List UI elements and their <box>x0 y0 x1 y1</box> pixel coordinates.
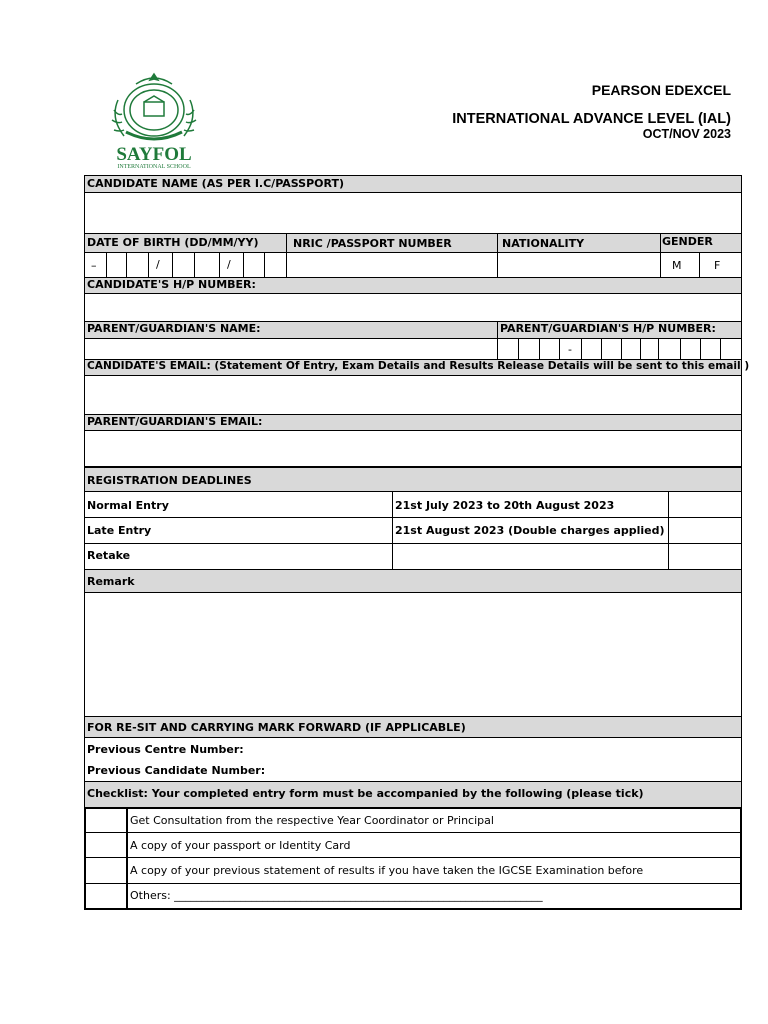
candidate-email-label: CANDIDATE'S EMAIL: (Statement Of Entry, Exam Details and Results Release Details will be sent to this email ) <box>87 360 750 372</box>
nric-label: NRIC /PASSPORT NUMBER <box>293 237 452 250</box>
checklist-item: A copy of your previous statement of results if you have taken the IGCSE Examination before <box>130 864 644 877</box>
deadlines-header: REGISTRATION DEADLINES <box>87 474 252 487</box>
school-logo <box>100 70 208 170</box>
parent-name-label: PARENT/GUARDIAN'S NAME: <box>87 322 261 335</box>
deadline-type: Late Entry <box>87 524 152 537</box>
dob-slash-2: / <box>227 258 231 271</box>
prev-centre-label[interactable]: Previous Centre Number: <box>87 743 244 756</box>
dob-label: DATE OF BIRTH (DD/MM/YY) <box>87 236 259 249</box>
gender-label: GENDER <box>662 235 713 248</box>
checklist-item: A copy of your passport or Identity Card <box>130 839 351 852</box>
checklist-checkbox[interactable] <box>86 885 126 908</box>
checklist-header: Checklist: Your completed entry form must be accompanied by the following (please tick) <box>87 787 644 800</box>
candidate-name-field[interactable] <box>84 192 742 234</box>
exam-board: PEARSON EDEXCEL <box>591 82 731 98</box>
dob-slash-1: / <box>156 258 160 271</box>
nationality-label: NATIONALITY <box>502 237 585 250</box>
gender-f-option[interactable]: F <box>714 259 721 272</box>
remark-label: Remark <box>87 575 135 588</box>
logo-name: SAYFOL <box>116 144 192 165</box>
parent-email-field[interactable] <box>84 430 742 467</box>
remark-field[interactable] <box>84 592 742 717</box>
prev-candidate-label[interactable]: Previous Candidate Number: <box>87 764 266 777</box>
candidate-name-label: CANDIDATE NAME (AS PER I.C/PASSPORT) <box>87 177 345 190</box>
deadline-type: Retake <box>87 549 131 562</box>
checklist-item-others[interactable]: Others: ___________________________________________________________________ <box>130 889 543 902</box>
checklist-checkbox[interactable] <box>86 809 126 832</box>
qualification-title: INTERNATIONAL ADVANCE LEVEL (IAL) <box>452 111 731 127</box>
parent-row <box>84 338 742 360</box>
candidate-hp-field[interactable] <box>84 293 742 322</box>
parent-email-label: PARENT/GUARDIAN'S EMAIL: <box>87 415 263 428</box>
checklist-checkbox[interactable] <box>86 834 126 857</box>
gender-m-option[interactable]: M <box>672 259 682 272</box>
dob-dash: – <box>91 259 97 272</box>
checklist-checkbox[interactable] <box>86 859 126 882</box>
resit-header: FOR RE-SIT AND CARRYING MARK FORWARD (IF APPLICABLE) <box>87 721 466 734</box>
deadline-date: 21st August 2023 (Double charges applied) <box>395 524 665 537</box>
deadline-date: 21st July 2023 to 20th August 2023 <box>395 499 615 512</box>
parent-hp-label: PARENT/GUARDIAN'S H/P NUMBER: <box>500 322 716 335</box>
deadline-type: Normal Entry <box>87 499 169 512</box>
checklist-item: Get Consultation from the respective Year Coordinator or Principal <box>130 814 494 827</box>
candidate-hp-label: CANDIDATE'S H/P NUMBER: <box>87 278 256 291</box>
parent-hp-dash: - <box>568 343 572 356</box>
logo-subtitle: INTERNATIONAL SCHOOL <box>117 164 191 170</box>
exam-session: OCT/NOV 2023 <box>642 127 731 141</box>
candidate-email-field[interactable] <box>84 375 742 415</box>
